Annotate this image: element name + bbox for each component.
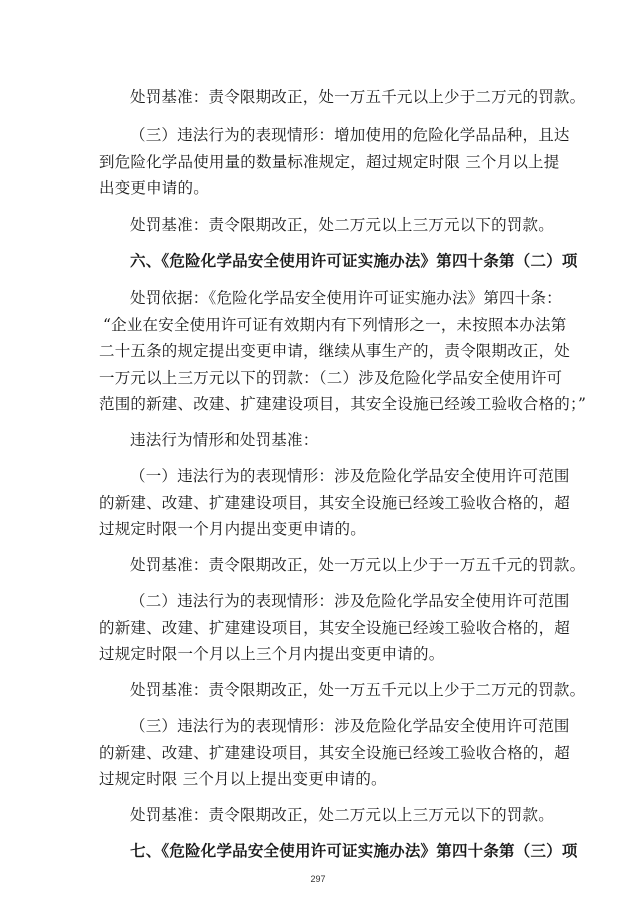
paragraph-line: （三）违法行为的表现情形：增加使用的危险化学品品种，且达 [130,126,570,144]
paragraph-line: 的新建、改建、扩建建设项目，其安全设施已经竣工验收合格的，超 [99,744,571,762]
paragraph-line: 到危险化学品使用量的数量标准规定，超过规定时限 三个月以上提 [99,153,560,171]
paragraph-line: 过规定时限一个月以上三个月内提出变更申请的。 [99,645,445,663]
paragraph-line: 过规定时限一个月内提出变更申请的。 [99,520,366,538]
paragraph-line: 的新建、改建、扩建建设项目，其安全设施已经竣工验收合格的，超 [99,494,571,512]
paragraph-line: 过规定时限 三个月以上提出变更申请的。 [99,770,387,788]
paragraph-line: 的新建、改建、扩建建设项目，其安全设施已经竣工验收合格的，超 [99,619,571,637]
paragraph-line: 处罚基准：责令限期改正，处一万五千元以上少于二万元的罚款。 [130,88,586,106]
paragraph-line: 处罚依据：《危险化学品安全使用许可证实施办法》第四十条： [130,289,562,307]
paragraph-line: 一万元以上三万元以下的罚款：（二）涉及危险化学品安全使用许可 [99,369,563,387]
section-heading: 七、《危险化学品安全使用许可证实施办法》第四十条第（三）项 [130,842,578,860]
paragraph-line: （二）违法行为的表现情形：涉及危险化学品安全使用许可范围 [130,592,570,610]
paragraph-line: （三）违法行为的表现情形：涉及危险化学品安全使用许可范围 [130,717,570,735]
paragraph-line: 处罚基准：责令限期改正，处一万元以上少于一万五千元的罚款。 [130,556,586,574]
paragraph-line: 处罚基准：责令限期改正，处一万五千元以上少于二万元的罚款。 [130,681,586,699]
paragraph-line: 二十五条的规定提出变更申请，继续从事生产的，责令限期改正，处 [99,342,571,360]
section-heading: 六、《危险化学品安全使用许可证实施办法》第四十条第（二）项 [130,252,578,270]
paragraph-line: 违法行为情形和处罚基准： [130,431,319,449]
paragraph-line: 处罚基准：责令限期改正，处二万元以上三万元以下的罚款。 [130,806,554,824]
paragraph-line: 范围的新建、改建、扩建建设项目，其安全设施已经竣工验收合格的；” [99,395,587,413]
page-number: 297 [310,874,326,884]
paragraph-line: 出变更申请的。 [99,179,209,197]
paragraph-line: （一）违法行为的表现情形：涉及危险化学品安全使用许可范围 [130,467,570,485]
paragraph-line: “企业在安全使用许可证有效期内有下列情形之一，未按照本办法第 [103,316,567,334]
paragraph-line: 处罚基准：责令限期改正，处二万元以上三万元以下的罚款。 [130,216,554,234]
